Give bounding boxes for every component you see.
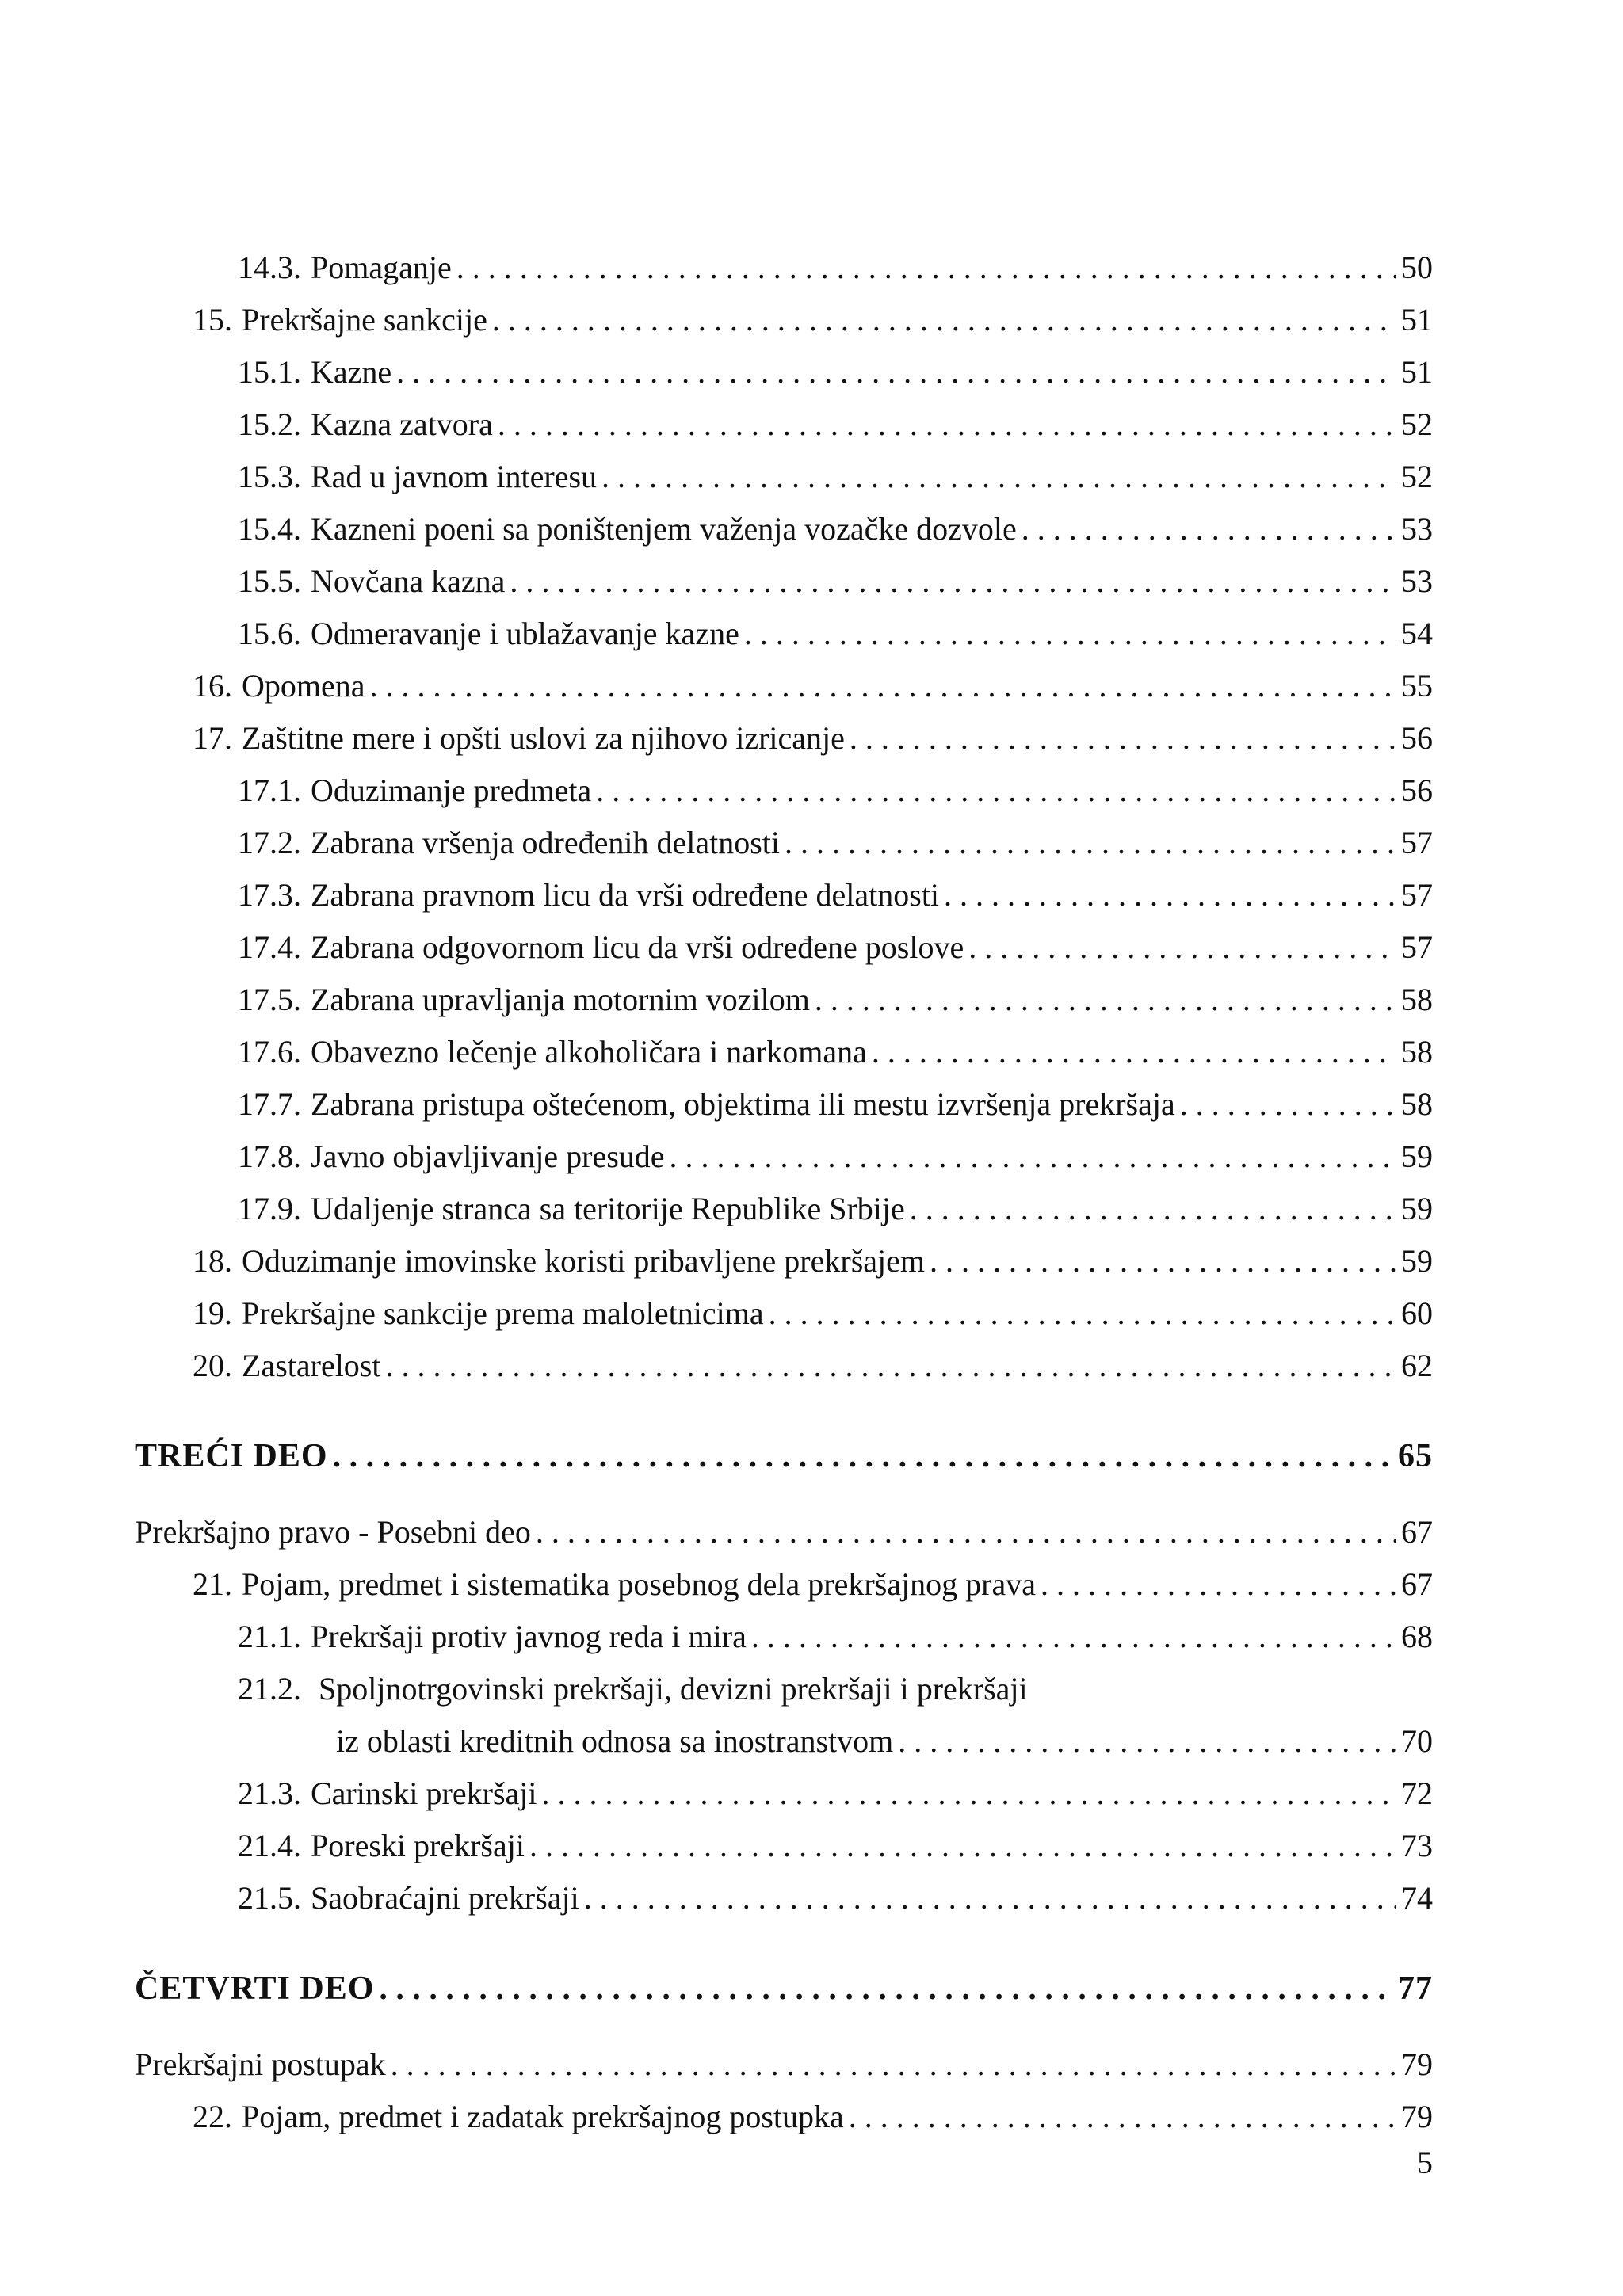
entry-page: 57: [1401, 825, 1433, 860]
entry-page: 57: [1401, 877, 1433, 913]
dot-leader: [898, 1718, 1396, 1765]
entry-number: 21.1.: [238, 1619, 301, 1654]
toc-entry: [238, 819, 1433, 867]
toc-entry-continuation: [336, 1718, 1433, 1765]
entry-number: 21.2.: [238, 1671, 301, 1707]
toc-entry: [238, 1081, 1433, 1128]
toc-entry: [238, 1613, 1433, 1661]
entry-page: 58: [1401, 1034, 1433, 1070]
entry-number: 20.: [193, 1348, 232, 1383]
entry-number: 14.3.: [238, 250, 301, 285]
entry-title: Zabrana vršenja određenih delatnosti: [311, 825, 780, 860]
dot-leader: [396, 349, 1396, 396]
entry-page: 67: [1401, 1514, 1433, 1550]
entry-number: 18.: [193, 1243, 232, 1279]
entry-title: Obavezno lečenje alkoholičara i narkomana: [311, 1034, 867, 1070]
entry-page: 59: [1401, 1138, 1433, 1174]
entry-number: 21.4.: [238, 1828, 301, 1863]
entry-number: 19.: [193, 1295, 232, 1331]
entry-title: Udaljenje stranca sa teritorije Republike Srbije: [311, 1191, 905, 1226]
entry-page: 67: [1401, 1566, 1433, 1602]
entry-number: 16.: [193, 668, 232, 704]
entry-number: 21.: [193, 1566, 232, 1602]
entry-number: 17.5.: [238, 982, 301, 1017]
entry-page: 54: [1401, 616, 1433, 651]
dot-leader: [785, 819, 1396, 867]
entry-title: Pomaganje: [311, 250, 452, 285]
toc-entry: [238, 453, 1433, 501]
entry-title: Kazne: [311, 354, 392, 390]
entry-page: 79: [1401, 2099, 1433, 2134]
dot-leader: [386, 1342, 1397, 1390]
entry-number: 17.8.: [238, 1138, 301, 1174]
entry-title: Prekršajno pravo - Posebni deo: [135, 1514, 531, 1550]
entry-title: Carinski prekršaji: [311, 1775, 537, 1811]
dot-leader: [510, 558, 1396, 605]
dot-leader: [370, 662, 1396, 710]
dot-leader: [751, 1613, 1396, 1661]
entry-title: Zastarelost: [242, 1348, 381, 1383]
entry-title: Zaštitne mere i opšti uslovi za njihovo izricanje: [242, 720, 845, 756]
dot-leader: [670, 1133, 1396, 1180]
entry-number: 17.2.: [238, 825, 301, 860]
entry-title: Rad u javnom interesu: [311, 459, 598, 494]
toc-entry: [238, 244, 1433, 292]
toc-part-heading: [135, 1432, 1433, 1480]
entry-title: Novčana kazna: [311, 563, 506, 599]
dot-leader: [769, 1290, 1396, 1337]
entry-title: Zabrana upravljanja motornim vozilom: [311, 982, 810, 1017]
entry-number: 15.2.: [238, 406, 301, 442]
dot-leader: [596, 767, 1396, 814]
entry-page: 51: [1401, 302, 1433, 338]
entry-title: Spoljnotrgovinski prekršaji, devizni prekršaji i prekršaji: [319, 1671, 1028, 1707]
toc-entry: [238, 1822, 1433, 1870]
dot-leader: [379, 1965, 1393, 2012]
toc-entry: [193, 1342, 1433, 1390]
entry-page: 62: [1401, 1348, 1433, 1383]
entry-page: 52: [1401, 459, 1433, 494]
part-title: TREĆI DEO: [135, 1438, 328, 1474]
entry-page: 50: [1401, 250, 1433, 285]
toc-entry: [238, 505, 1433, 553]
entry-number: 15.: [193, 302, 232, 338]
entry-title: Saobraćajni prekršaji: [311, 1880, 579, 1916]
entry-title: iz oblasti kreditnih odnosa sa inostranstvom: [336, 1723, 894, 1759]
entry-number: 22.: [193, 2099, 232, 2134]
entry-title: Kazneni poeni sa poništenjem važenja vozačke dozvole: [311, 511, 1017, 547]
dot-leader: [968, 924, 1396, 971]
entry-title: Pojam, predmet i sistematika posebnog dela prekršajnog prava: [242, 1566, 1036, 1602]
toc-entry: [238, 401, 1433, 448]
dot-leader: [584, 1875, 1396, 1922]
entry-title: Pojam, predmet i zadatak prekršajnog postupka: [242, 2099, 844, 2134]
dot-leader: [536, 1508, 1396, 1556]
entry-page: 79: [1401, 2046, 1433, 2082]
entry-number: 15.4.: [238, 511, 301, 547]
entry-page: 53: [1401, 511, 1433, 547]
entry-title: Zabrana pristupa oštećenom, objektima ili mestu izvršenja prekršaja: [311, 1086, 1175, 1122]
toc-entry: [238, 558, 1433, 605]
toc-entry: [238, 1028, 1433, 1076]
entry-title: Kazna zatvora: [311, 406, 493, 442]
entry-title: Zabrana pravnom licu da vrši određene delatnosti: [311, 877, 940, 913]
entry-page: 52: [1401, 406, 1433, 442]
toc-entry: [238, 349, 1433, 396]
toc-entry: [238, 976, 1433, 1024]
entry-title: Opomena: [242, 668, 365, 704]
dot-leader: [944, 871, 1396, 919]
part-title: ČETVRTI DEO: [135, 1970, 375, 2007]
entry-page: 51: [1401, 354, 1433, 390]
entry-number: 17.9.: [238, 1191, 301, 1226]
toc-entry: [238, 610, 1433, 658]
entry-number: 17.4.: [238, 929, 301, 965]
entry-page: 65: [1398, 1438, 1433, 1474]
entry-page: 73: [1401, 1828, 1433, 1863]
entry-title: Zabrana odgovornom licu da vrši određene poslove: [311, 929, 964, 965]
entry-number: 15.1.: [238, 354, 301, 390]
entry-page: 68: [1401, 1619, 1433, 1654]
toc-entry: [238, 1875, 1433, 1922]
toc-entry: [238, 767, 1433, 814]
entry-number: 17.1.: [238, 772, 301, 808]
entry-title: Prekršaji protiv javnog reda i mira: [311, 1619, 747, 1654]
toc-entry: [193, 715, 1433, 762]
entry-title: Javno objavljivanje presude: [311, 1138, 665, 1174]
toc-entry: [238, 1665, 1028, 1713]
entry-page: 53: [1401, 563, 1433, 599]
toc-entry: [238, 871, 1433, 919]
entry-number: 15.5.: [238, 563, 301, 599]
toc-part-heading: [135, 1965, 1433, 2012]
page-number: 5: [1417, 2145, 1433, 2180]
dot-leader: [333, 1432, 1393, 1480]
dot-leader: [601, 453, 1396, 501]
toc-entry: [238, 924, 1433, 971]
dot-leader: [1022, 505, 1396, 553]
entry-page: 55: [1401, 668, 1433, 704]
dot-leader: [498, 401, 1396, 448]
dot-leader: [910, 1185, 1396, 1233]
toc-entry: [193, 1238, 1433, 1285]
dot-leader: [1180, 1081, 1396, 1128]
toc-entry: [193, 1561, 1433, 1608]
dot-leader: [872, 1028, 1396, 1076]
dot-leader: [456, 244, 1396, 292]
entry-title: Oduzimanje predmeta: [311, 772, 592, 808]
entry-page: 70: [1401, 1723, 1433, 1759]
toc-entry: [193, 1290, 1433, 1337]
toc-section-heading: [135, 1508, 1433, 1556]
entry-number: 17.: [193, 720, 232, 756]
dot-leader: [930, 1238, 1396, 1285]
entry-page: 59: [1401, 1243, 1433, 1279]
entry-page: 58: [1401, 982, 1433, 1017]
entry-page: 74: [1401, 1880, 1433, 1916]
entry-title: Prekršajne sankcije: [242, 302, 487, 338]
entry-page: 60: [1401, 1295, 1433, 1331]
entry-page: 77: [1398, 1970, 1433, 2007]
toc-entry: [238, 1185, 1433, 1233]
entry-page: 57: [1401, 929, 1433, 965]
entry-title: Prekršajni postupak: [135, 2046, 386, 2082]
entry-number: 21.5.: [238, 1880, 301, 1916]
entry-page: 56: [1401, 772, 1433, 808]
entry-number: 17.3.: [238, 877, 301, 913]
dot-leader: [1041, 1561, 1396, 1608]
toc-entry: [193, 296, 1433, 344]
entry-title: Prekršajne sankcije prema maloletnicima: [242, 1295, 764, 1331]
dot-leader: [849, 2093, 1396, 2141]
toc-entry: [238, 1770, 1433, 1817]
entry-title: Odmeravanje i ublažavanje kazne: [311, 616, 739, 651]
entry-number: 15.6.: [238, 616, 301, 651]
entry-page: 56: [1401, 720, 1433, 756]
entry-number: 17.7.: [238, 1086, 301, 1122]
dot-leader: [492, 296, 1396, 344]
dot-leader: [529, 1822, 1396, 1870]
entry-page: 58: [1401, 1086, 1433, 1122]
dot-leader: [391, 2041, 1396, 2088]
entry-title: Oduzimanje imovinske koristi pribavljene prekršajem: [242, 1243, 925, 1279]
entry-page: 72: [1401, 1775, 1433, 1811]
entry-title: Poreski prekršaji: [311, 1828, 525, 1863]
toc-entry: [193, 2093, 1433, 2141]
entry-page: 59: [1401, 1191, 1433, 1226]
entry-number: 21.3.: [238, 1775, 301, 1811]
entry-number: 15.3.: [238, 459, 301, 494]
dot-leader: [815, 976, 1396, 1024]
toc-entry: [238, 1133, 1433, 1180]
dot-leader: [850, 715, 1396, 762]
dot-leader: [744, 610, 1396, 658]
dot-leader: [542, 1770, 1397, 1817]
toc-section-heading: [135, 2041, 1433, 2088]
toc-entry: [193, 662, 1433, 710]
entry-number: 17.6.: [238, 1034, 301, 1070]
